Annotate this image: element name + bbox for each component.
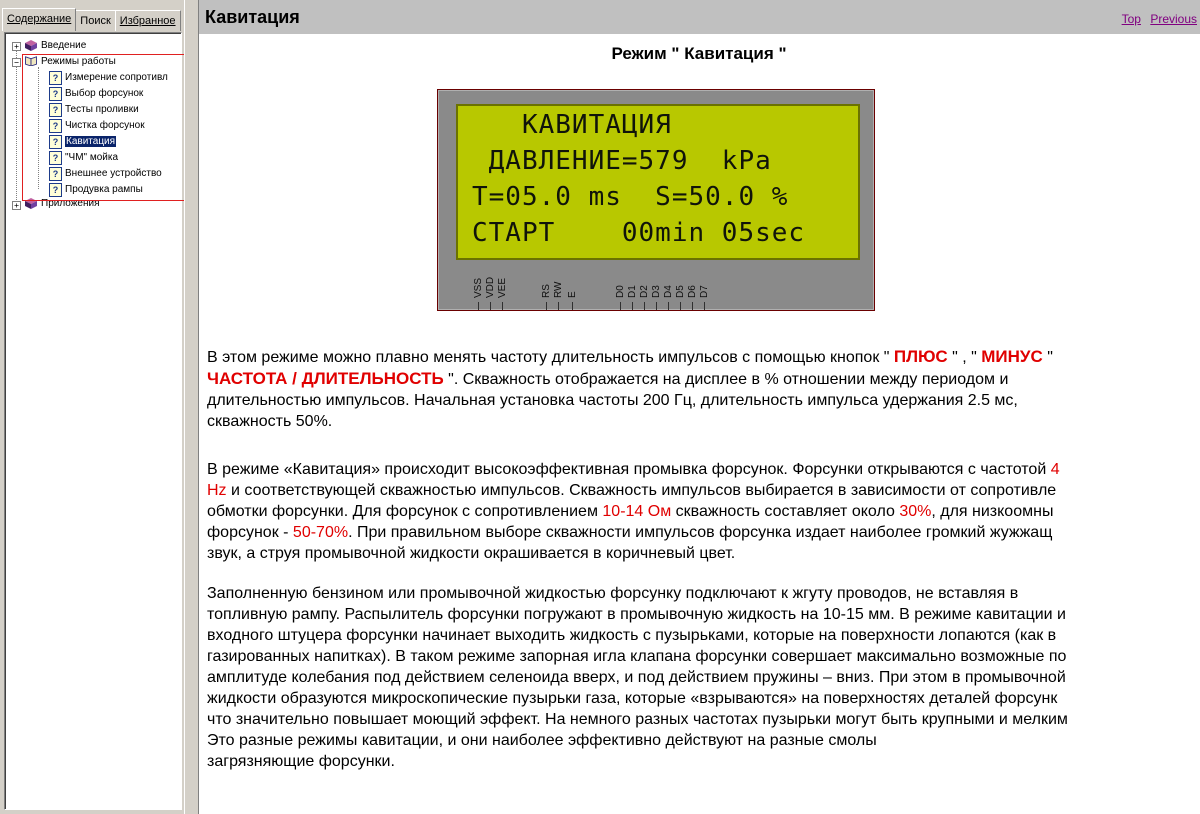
para3-line: газированных напитках). В таком режиме запорная игла клапана форсунки совершает максимально возможные по xyxy=(207,648,1067,665)
help-page-icon: ? xyxy=(49,119,62,133)
para2-line-5: звук, а струя промывочной жидкости окрашивается в коричневый цвет. xyxy=(207,545,736,562)
lcd-line-2: ДАВЛЕНИЕ=579 kPa xyxy=(472,146,772,176)
lcd-screen xyxy=(456,104,860,260)
page-heading: Режим " Кавитация " xyxy=(611,44,787,63)
tree-item-label: Приложения xyxy=(41,198,100,209)
lcd-pin-rs: RS xyxy=(541,284,552,298)
lcd-pin-rw: RW xyxy=(553,281,564,298)
para3-line: Это разные режимы кавитации, и они наиболее эффективно действуют на разные смолы xyxy=(207,732,877,749)
para2-text-f: форсунок - xyxy=(207,524,293,541)
lcd-pin-d6: D6 xyxy=(687,285,698,298)
tree-item-label: Чистка форсунок xyxy=(65,120,145,131)
para1-line-3: длительностью импульсов. Начальная установка частоты 200 Гц, длительность импульса удержания 2.5 мс, xyxy=(207,392,1018,409)
paragraph-3 xyxy=(207,583,1200,772)
lcd-pin-line xyxy=(644,302,645,310)
para2-line-4 xyxy=(207,522,1200,543)
topic-nav xyxy=(1116,12,1197,26)
lcd-pin-line xyxy=(478,302,479,310)
tree-item-label: Кавитация xyxy=(66,136,116,147)
lcd-pin-d5: D5 xyxy=(675,285,686,298)
tree-item-label: Введение xyxy=(41,40,87,51)
lcd-pin-line xyxy=(680,302,681,310)
para3-line: входного штуцера форсунки начинает выходить жидкость с пузырьками, которые на поверхности лопаются (как в xyxy=(207,627,1057,644)
lcd-pin-line xyxy=(546,302,547,310)
help-page-icon: ? xyxy=(49,167,62,181)
tab-search[interactable] xyxy=(75,10,115,31)
nav-tabs xyxy=(2,8,180,32)
paragraph-1 xyxy=(207,346,1200,432)
previous-link[interactable]: Previous xyxy=(1150,12,1197,26)
lcd-pin-vdd: VDD xyxy=(485,276,496,298)
lcd-pin-d3: D3 xyxy=(651,285,662,298)
lcd-pin-line xyxy=(502,302,503,310)
expand-plus-icon[interactable]: + xyxy=(12,201,21,210)
lcd-pin-line xyxy=(668,302,669,310)
para2-text-g: . При правильном выборе скважности импульсов форсунка издает наиболее громкий жужжащ xyxy=(348,524,1053,541)
lcd-pin-d4: D4 xyxy=(663,285,674,298)
help-page-icon: ? xyxy=(49,71,62,85)
minus-key-label: МИНУС xyxy=(981,347,1043,366)
para3-line: жидкости образуются микроскопические пузырьки газа, которые «взрываются» на поверхностях деталей форсунк xyxy=(207,690,1058,707)
help-page-icon: ? xyxy=(49,183,62,197)
lcd-pin-line xyxy=(692,302,693,310)
para1-text-b: " , " xyxy=(947,349,982,366)
tab-contents-label: Содержание xyxy=(7,13,72,25)
tab-favorites[interactable] xyxy=(115,10,181,31)
lcd-pin-d2: D2 xyxy=(639,285,650,298)
lcd-line-3: T=05.0 ms S=50.0 % xyxy=(472,182,789,212)
para3-line: Заполненную бензином или промывочной жидкостью форсунку подключают к жгуту проводов, не вставляя в xyxy=(207,585,1019,602)
para2-pct30: 30% xyxy=(899,503,932,520)
para2-text-e: , для низкоомны xyxy=(931,503,1054,520)
para1-text-d: ". Скважность отображается на дисплее в % отношении между периодом и xyxy=(443,371,1009,388)
topic-pane xyxy=(198,0,1200,814)
para2-text-c: обмотки форсунки. Для форсунок с сопротивлением xyxy=(207,503,603,520)
para2-line-1 xyxy=(207,459,1200,480)
navigation-pane xyxy=(0,0,184,814)
tree-item-label: Выбор форсунок xyxy=(65,88,144,99)
lcd-pin-vss: VSS xyxy=(473,277,484,298)
help-page-icon: ? xyxy=(49,151,62,165)
para2-hz-unit: Hz xyxy=(207,482,227,499)
lcd-pin-e: E xyxy=(567,291,578,298)
para1-text-a: В этом режиме можно плавно менять частоту длительность импульсов с помощью кнопок " xyxy=(207,349,894,366)
lcd-pin-line xyxy=(632,302,633,310)
para2-text-a: В режиме «Кавитация» происходит высокоэффективная промывка форсунок. Форсунки открываются с частотой xyxy=(207,461,1051,478)
top-link[interactable]: Top xyxy=(1121,12,1141,26)
lcd-line-1: КАВИТАЦИЯ xyxy=(472,110,672,140)
collapse-minus-icon[interactable]: − xyxy=(12,58,21,67)
para3-line: топливную рампу. Распылитель форсунки погружают в промывочную жидкость на 10-15 мм. В режиме кавитации и xyxy=(207,606,1066,623)
lcd-pin-d0: D0 xyxy=(615,285,626,298)
lcd-pin-line xyxy=(656,302,657,310)
lcd-pin-d1: D1 xyxy=(627,285,638,298)
para2-pct50: 50-70% xyxy=(292,524,349,541)
paragraph-2 xyxy=(207,459,1200,564)
para2-ohm: 10-14 Ом xyxy=(602,503,672,520)
tree-item-label: Тесты проливки xyxy=(65,104,139,115)
lcd-pin-line xyxy=(704,302,705,310)
para2-hz-number: 4 xyxy=(1050,461,1060,478)
para1-line-1 xyxy=(207,346,1200,368)
lcd-pin-vee: VEE xyxy=(497,277,508,298)
book-icon xyxy=(24,40,38,51)
tree-item-label: Измерение сопротивл xyxy=(65,72,168,83)
help-page-icon: ? xyxy=(49,103,62,117)
lcd-pin-d7: D7 xyxy=(699,285,710,298)
tab-search-label: Поиск xyxy=(80,15,111,27)
lcd-pin-line xyxy=(620,302,621,310)
topic-header xyxy=(199,0,1200,34)
para2-text-b: и соответствующей скважностью импульсов. Скважность импульсов выбирается в зависимости от сопротивле xyxy=(226,482,1057,499)
tab-favorites-label: Избранное xyxy=(119,15,176,27)
lcd-pin-line xyxy=(558,302,559,310)
plus-key-label: ПЛЮС xyxy=(893,347,948,366)
topic-title: Кавитация xyxy=(205,7,300,27)
para3-line: амплитуде колебания под действием селеноида вверх, и под действием пружины – вниз. При этом в промывочной xyxy=(207,669,1066,686)
para3-line: загрязняющие форсунки. xyxy=(207,753,395,770)
tree-item-label: Режимы работы xyxy=(41,56,116,67)
para2-line-2 xyxy=(207,480,1200,501)
lcd-display-image xyxy=(437,89,875,311)
para2-text-d: скважность составляет около xyxy=(671,503,900,520)
tree-item-label: Внешнее устройство xyxy=(65,168,162,179)
tree-connector xyxy=(16,46,17,202)
freq-duration-key-label: ЧАСТОТА / ДЛИТЕЛЬНОСТЬ xyxy=(207,369,444,388)
para1-text-c: " xyxy=(1042,349,1053,366)
help-page-icon: ? xyxy=(49,87,62,101)
pane-splitter[interactable] xyxy=(184,0,199,814)
highlight-frame xyxy=(22,54,194,201)
help-page-icon: ? xyxy=(49,135,62,149)
tab-contents[interactable] xyxy=(2,8,76,31)
para1-line-2 xyxy=(207,368,1200,390)
lcd-line-4: СТАРТ 00min 05sec xyxy=(472,218,806,248)
lcd-pin-line xyxy=(572,302,573,310)
tree-item-label: "ЧМ" мойка xyxy=(65,152,119,163)
para3-line: что значительно повышает моющий эффект. На немного разных частотах пузырьки могут быть крупными и мелким xyxy=(207,711,1068,728)
para1-line-4: скважность 50%. xyxy=(207,413,333,430)
tree-item-label: Продувка рампы xyxy=(65,184,143,195)
lcd-pin-line xyxy=(490,302,491,310)
tree-item-introduction[interactable] xyxy=(41,39,86,52)
para2-line-3 xyxy=(207,501,1200,522)
expand-plus-icon[interactable]: + xyxy=(12,42,21,51)
